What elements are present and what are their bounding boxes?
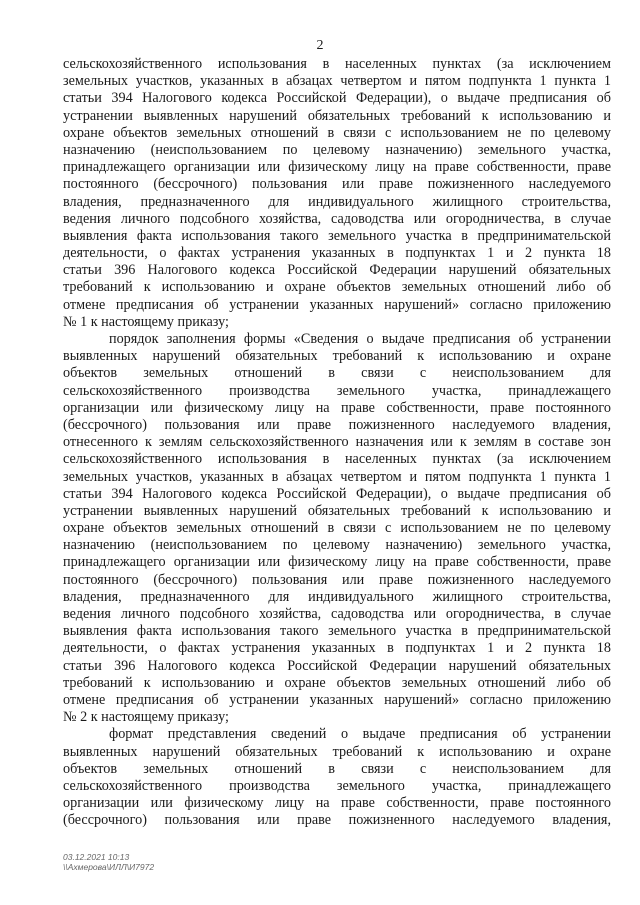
text-line: требований к использованию и охране объектов земельных отношений либо об: [63, 674, 611, 691]
text-line: сельскохозяйственного использования в населенных пунктах (за исключением: [63, 56, 611, 72]
text-line: деятельности, о фактах устранения указанных в подпунктах 1 и 2 пункта 18: [63, 640, 611, 657]
footer-file-code: \\Ахмерова\ИЛЛ\И7972: [63, 862, 155, 872]
text-line: объектов земельных отношений в связи с неиспользованием для: [63, 365, 611, 382]
text-line: № 2 к настоящему приказу;: [63, 709, 229, 726]
text-line: сельскохозяйственного производства земельного участка, принадлежащего: [63, 777, 611, 794]
text-line: земельных участков, указанных в абзацах четвертом и пятом подпункта 1 пункта 1: [63, 73, 611, 90]
text-line: отнесенного к землям сельскохозяйственного назначения или к землям в составе зон: [63, 434, 611, 451]
text-line: статьи 394 Налогового кодекса Российской Федерации), о выдаче предписания об: [63, 90, 611, 107]
text-line: (бессрочного) пользования или праве пожизненного наследуемого владения,: [63, 812, 611, 829]
text-line: охране объектов земельных отношений в связи с использованием не по целевому: [63, 520, 611, 537]
document-body: [63, 56, 611, 829]
text-line: выявления факта использования такого земельного участка в предпринимательской: [63, 623, 611, 640]
text-line: назначению (неиспользованием по целевому назначению) земельного участка,: [63, 141, 611, 158]
text-line: выявленных нарушений обязательных требований к использованию и охране: [63, 348, 611, 365]
text-line: принадлежащего организации или физическому лицу на праве собственности, праве: [63, 159, 611, 176]
text-line: выявленных нарушений обязательных требований к использованию и охране: [63, 743, 611, 760]
text-line: принадлежащего организации или физическому лицу на праве собственности, праве: [63, 554, 611, 571]
text-line: деятельности, о фактах устранения указанных в подпунктах 1 и 2 пункта 18: [63, 245, 611, 262]
text-line: (бессрочного) пользования или праве пожизненного наследуемого владения,: [63, 416, 611, 433]
text-line: постоянного (бессрочного) пользования или праве пожизненного наследуемого: [63, 571, 611, 588]
text-line: отмене предписания об устранении указанных нарушений» согласно приложению: [63, 296, 611, 313]
text-line: владения, предназначенного для индивидуального жилищного строительства,: [63, 193, 611, 210]
text-line: статьи 394 Налогового кодекса Российской Федерации), о выдаче предписания об: [63, 485, 611, 502]
text-line: организации или физическому лицу на праве собственности, праве постоянного: [63, 399, 611, 416]
document-footer: [63, 852, 154, 872]
text-line: сельскохозяйственного производства земельного участка, принадлежащего: [63, 382, 611, 399]
page-number: 2: [316, 38, 324, 53]
text-line: назначению (неиспользованием по целевому назначению) земельного участка,: [63, 537, 611, 554]
text-line: сельскохозяйственного использования в населенных пунктах (за исключением: [63, 451, 611, 468]
text-line: отмене предписания об устранении указанных нарушений» согласно приложению: [63, 691, 611, 708]
text-line: ведения личного подсобного хозяйства, садоводства или огородничества, в случае: [63, 606, 611, 622]
text-line: формат представления сведений о выдаче предписания об устранении: [109, 726, 611, 743]
text-line: постоянного (бессрочного) пользования или праве пожизненного наследуемого: [63, 176, 611, 193]
footer-timestamp: 03.12.2021 10:13: [63, 852, 130, 862]
text-line: ведения личного подсобного хозяйства, садоводства или огородничества, в случае: [63, 210, 611, 227]
text-line: объектов земельных отношений в связи с неиспользованием для: [63, 760, 611, 777]
text-line: статьи 396 Налогового кодекса Российской Федерации нарушений обязательных: [63, 262, 611, 279]
text-line: устранении выявленных нарушений обязательных требований к использованию и: [63, 502, 611, 519]
text-line: владения, предназначенного для индивидуального жилищного строительства,: [63, 588, 611, 605]
text-line: организации или физическому лицу на праве собственности, праве постоянного: [63, 795, 611, 812]
text-line: № 1 к настоящему приказу;: [63, 313, 229, 330]
text-line: порядок заполнения формы «Сведения о выдаче предписания об устранении: [109, 331, 611, 347]
text-line: требований к использованию и охране объектов земельных отношений либо об: [63, 279, 611, 296]
text-line: статьи 396 Налогового кодекса Российской Федерации нарушений обязательных: [63, 657, 611, 674]
text-line: выявления факта использования такого земельного участка в предпринимательской: [63, 227, 611, 244]
text-line: земельных участков, указанных в абзацах четвертом и пятом подпункта 1 пункта 1: [63, 468, 611, 485]
text-line: охране объектов земельных отношений в связи с использованием не по целевому: [63, 124, 611, 141]
text-line: устранении выявленных нарушений обязательных требований к использованию и: [63, 107, 611, 124]
